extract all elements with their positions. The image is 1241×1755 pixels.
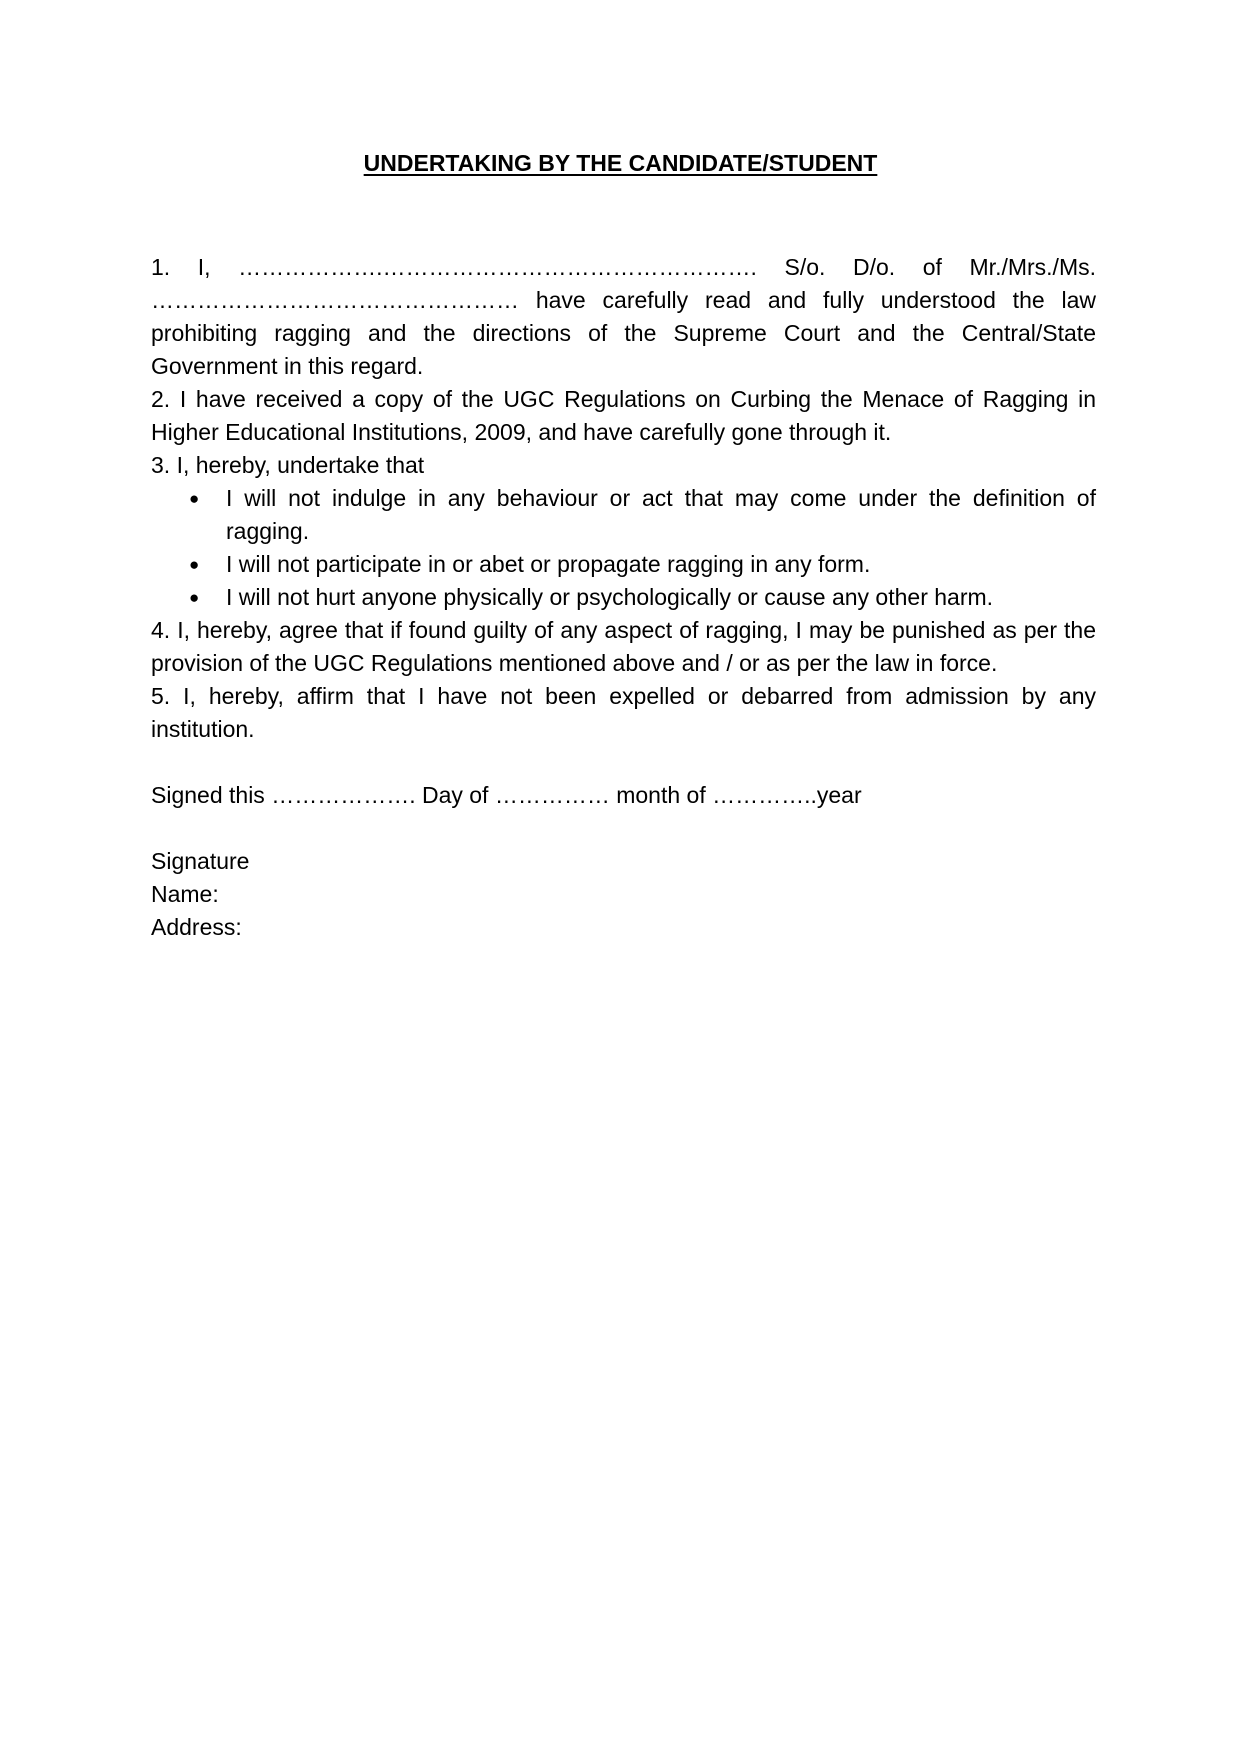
bullet-icon: ● (189, 588, 200, 607)
spacer (151, 812, 1096, 845)
list-item-text: I will not indulge in any behaviour or act that may come under the definition of ragging. (226, 485, 1096, 544)
document-title: UNDERTAKING BY THE CANDIDATE/STUDENT (363, 150, 878, 176)
paragraph-3: 3. I, hereby, undertake that (151, 452, 425, 478)
bullet-icon: ● (189, 555, 200, 574)
address-label: Address: (151, 914, 242, 940)
list-item (151, 482, 1096, 548)
signed-date-line: Signed this ………………. Day of …………… month of …………..year (151, 782, 862, 808)
list-item (151, 548, 1096, 581)
signature-label: Signature (151, 848, 250, 874)
undertaking-list (151, 482, 1096, 614)
paragraph-5: 5. I, hereby, affirm that I have not been expelled or debarred from admission by any institution. (151, 683, 1096, 742)
list-item (151, 581, 1096, 614)
document-body (151, 251, 1096, 944)
spacer (151, 746, 1096, 779)
paragraph-4: 4. I, hereby, agree that if found guilty of any aspect of ragging, I may be punished as per the provision of the UGC Regulations mentioned above and / or as per the law in force. (151, 617, 1096, 676)
list-item-text: I will not participate in or abet or propagate ragging in any form. (226, 551, 871, 577)
list-item-text: I will not hurt anyone physically or psychologically or cause any other harm. (226, 584, 994, 610)
bullet-icon: ● (189, 489, 200, 508)
name-label: Name: (151, 881, 219, 907)
paragraph-1: 1. I, ……………….…………………………………………. S/o. D/o. of Mr./Mrs./Ms. ………………………………………… have carefully read and fully understood the law prohibiting ragging and the directions of the Supreme Court and the Central/State Government in this regard. (151, 254, 1096, 379)
paragraph-2: 2. I have received a copy of the UGC Regulations on Curbing the Menace of Ragging in Higher Educational Institutions, 2009, and have carefully gone through it. (151, 386, 1096, 445)
